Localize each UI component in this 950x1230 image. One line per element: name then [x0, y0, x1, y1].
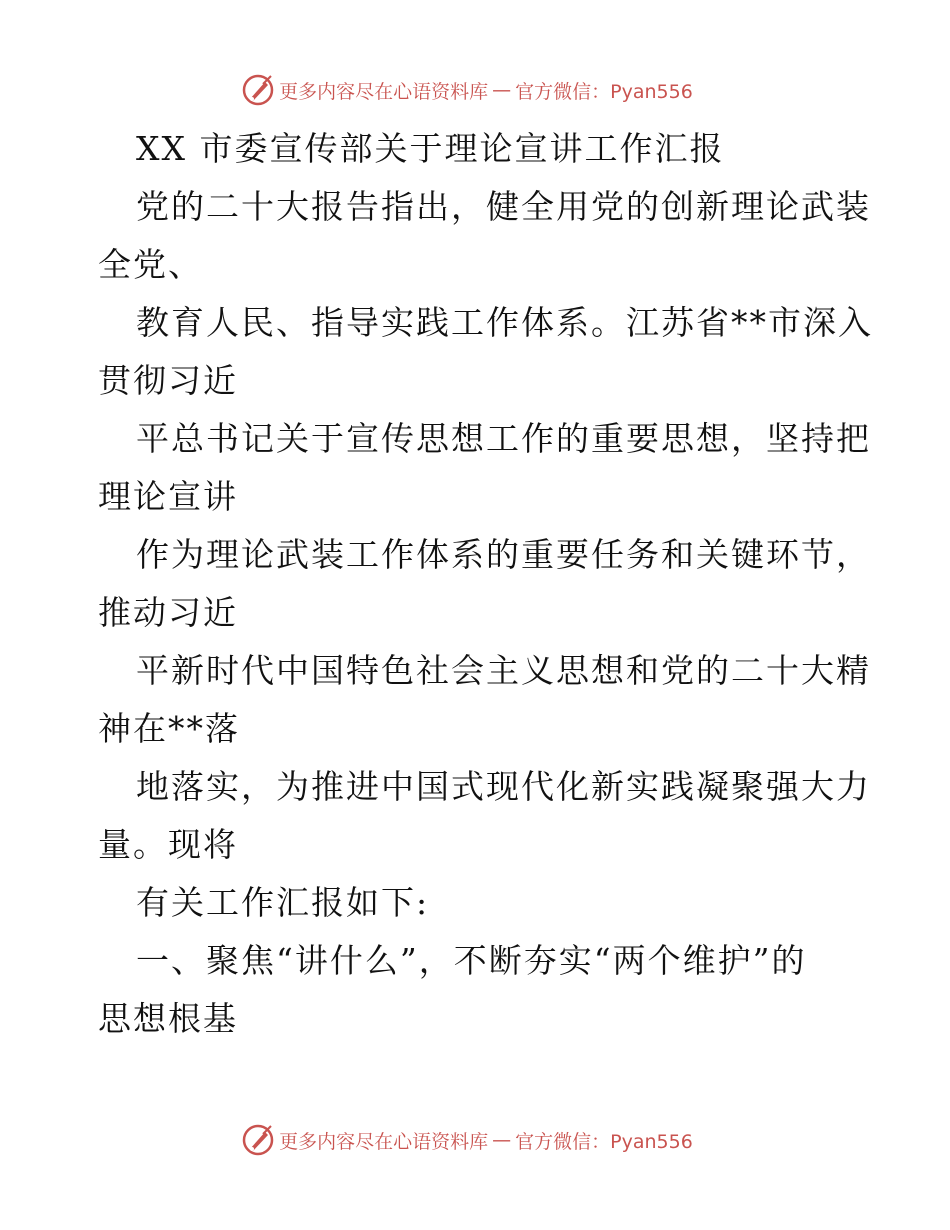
watermark-wechat-text: 官方微信：Pyan556	[515, 1130, 693, 1153]
header-watermark	[0, 70, 950, 110]
paragraph-line: 理论宣讲	[98, 477, 238, 516]
paragraph-line: 作为理论武装工作体系的重要任务和关键环节，	[136, 535, 871, 574]
paragraph-line: 量。现将	[98, 825, 238, 864]
document-body	[98, 120, 873, 1048]
footer-watermark	[0, 1120, 950, 1160]
paragraph-line: 推动习近	[98, 593, 238, 632]
watermark-site-text: 更多内容尽在心语资料库	[279, 80, 489, 103]
paragraph-line: 平总书记关于宣传思想工作的重要思想，坚持把	[136, 419, 871, 458]
paragraph-line: 贯彻习近	[98, 361, 238, 400]
paragraph-line: 平新时代中国特色社会主义思想和党的二十大精	[136, 651, 871, 690]
paragraph-line: 有关工作汇报如下:	[136, 883, 430, 922]
header-watermark-group	[241, 73, 693, 107]
watermark-separator: —	[492, 79, 512, 101]
paragraph-line: 教育人民、指导实践工作体系。江苏省**市深入	[136, 303, 873, 342]
watermark-site-text: 更多内容尽在心语资料库	[279, 1130, 489, 1153]
footer-watermark-group	[241, 1123, 693, 1157]
paragraph-line: 党的二十大报告指出，健全用党的创新理论武装	[136, 187, 871, 226]
paragraph-line: 神在**落	[98, 709, 240, 748]
watermark-wechat-text: 官方微信：Pyan556	[515, 80, 693, 103]
section-heading-continuation: 思想根基	[98, 999, 238, 1038]
paragraph-line: 地落实，为推进中国式现代化新实践凝聚强大力	[136, 767, 871, 806]
quill-pen-circle-icon	[241, 73, 275, 107]
paragraph-line: 全党、	[98, 245, 203, 284]
document-title: XX 市委宣传部关于理论宣讲工作汇报	[136, 129, 725, 168]
watermark-separator: —	[492, 1129, 512, 1151]
quill-pen-circle-icon	[241, 1123, 275, 1157]
section-heading: 一、聚焦“讲什么”，不断夯实“两个维护”的	[136, 941, 807, 980]
